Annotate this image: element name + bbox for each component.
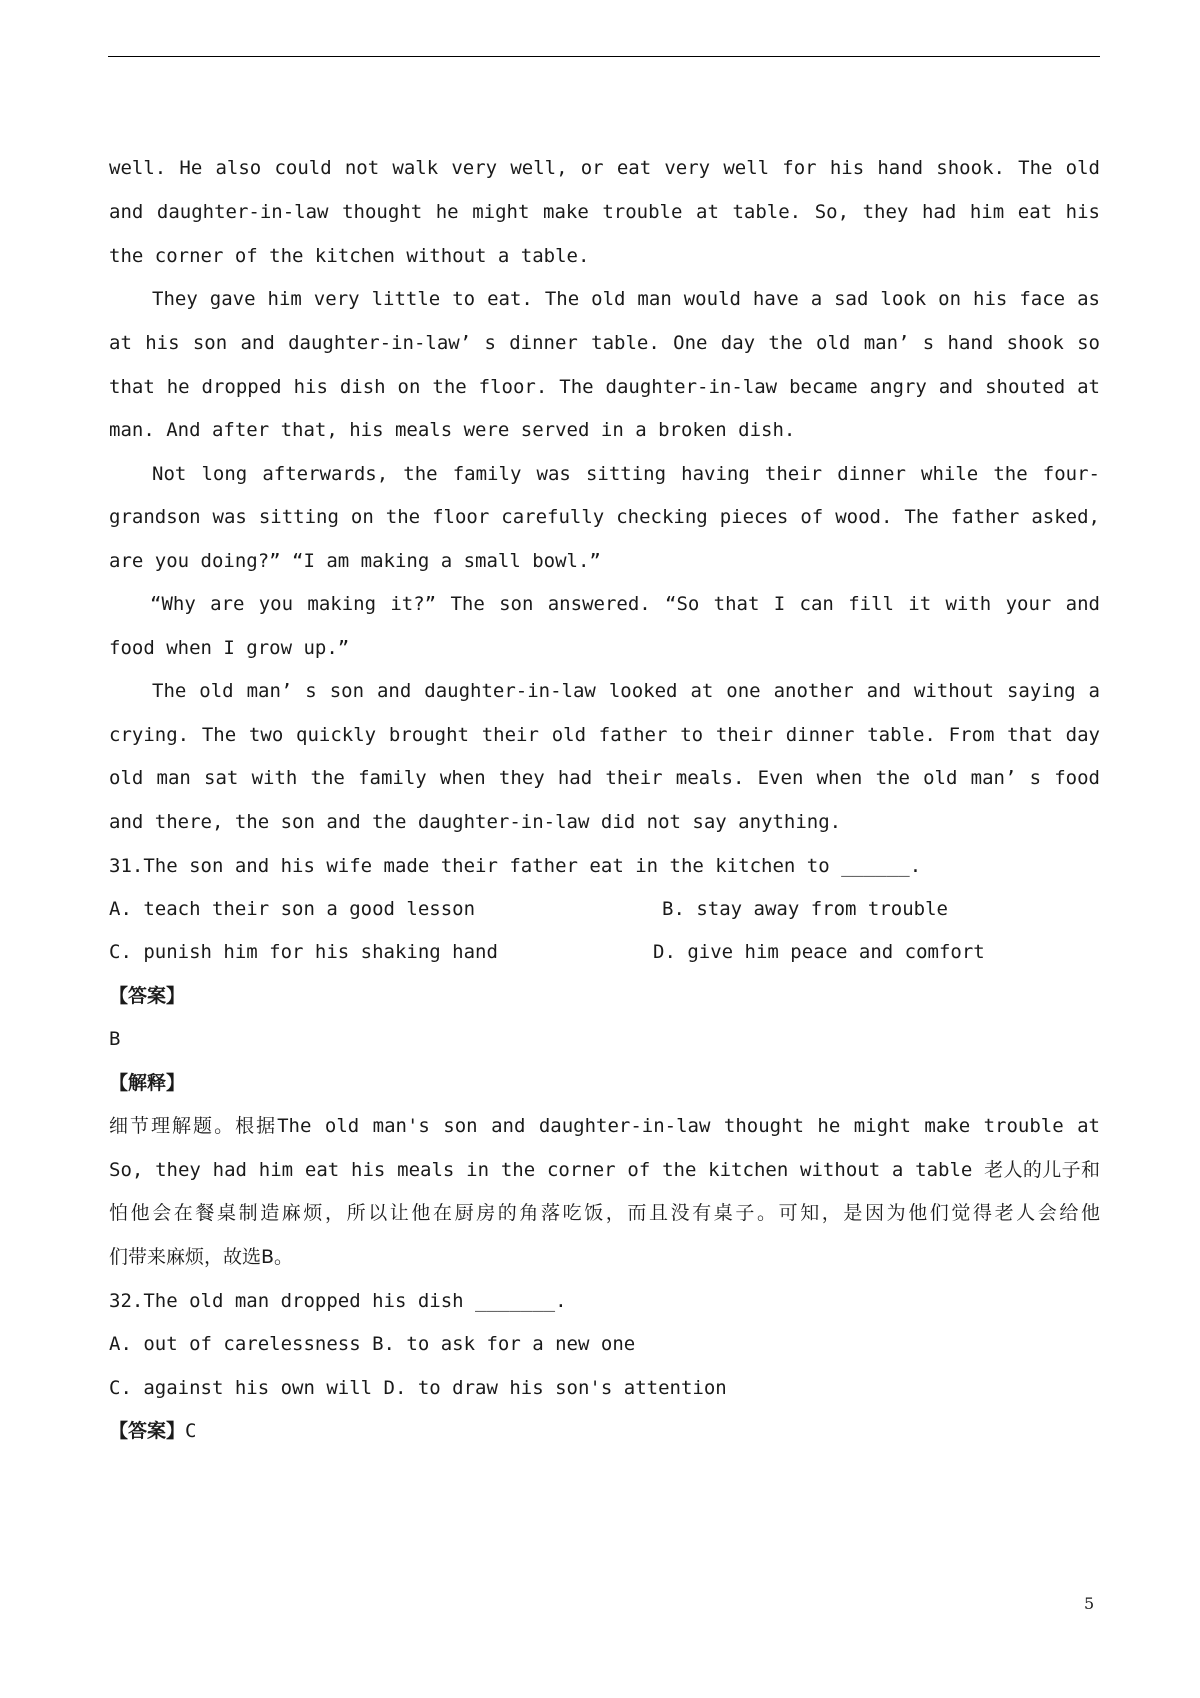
- passage-line: are you doing?” “I am making a small bowl.”: [109, 550, 601, 572]
- passage-line: “Why are you making it?” The son answered. “So that I can fill it with your and: [150, 593, 1100, 615]
- q31-answer-label: 【答案】: [109, 985, 186, 1007]
- header-rule: [108, 56, 1100, 57]
- passage-line: at his son and daughter-in-law’ s dinner table. One day the old man’ s hand shook so: [109, 332, 1100, 354]
- q31-answer: B: [109, 1028, 121, 1050]
- q32-options-cd: C. against his own will D. to draw his son's attention: [109, 1377, 727, 1399]
- passage-line: grandson was sitting on the floor carefully checking pieces of wood. The father asked,: [109, 506, 1100, 528]
- question-31: 31.The son and his wife made their father eat in the kitchen to ______.: [109, 855, 922, 877]
- passage-line: and daughter-in-law thought he might make trouble at table. So, they had him eat his: [109, 201, 1100, 223]
- passage-line: Not long afterwards, the family was sitting having their dinner while the four-: [152, 463, 1100, 485]
- passage-line: well. He also could not walk very well, or eat very well for his hand shook. The old: [109, 157, 1100, 179]
- q31-option-c: C. punish him for his shaking hand: [109, 941, 498, 963]
- passage-line: and there, the son and the daughter-in-law did not say anything.: [109, 811, 842, 833]
- q31-option-d: D. give him peace and comfort: [653, 941, 985, 963]
- passage-line: The old man’ s son and daughter-in-law looked at one another and without saying a: [152, 680, 1100, 702]
- passage-line: food when I grow up.”: [109, 637, 350, 659]
- page-number: 5: [1084, 1594, 1095, 1613]
- q31-explain-line: 怕他会在餐桌制造麻烦，所以让他在厨房的角落吃饭，而且没有桌子。可知，是因为他们觉得老人会给他: [109, 1202, 1100, 1224]
- passage-line: the corner of the kitchen without a table.: [109, 245, 590, 267]
- passage-line: man. And after that, his meals were served in a broken dish.: [109, 419, 796, 441]
- passage-line: They gave him very little to eat. The old man would have a sad look on his face as: [152, 288, 1100, 310]
- passage-line: crying. The two quickly brought their old father to their dinner table. From that day: [109, 724, 1100, 746]
- q31-explain-line: 细节理解题。根据The old man's son and daughter-in-law thought he might make trouble at: [109, 1115, 1100, 1137]
- q31-option-a: A. teach their son a good lesson: [109, 898, 476, 920]
- q32-answer-label: 【答案】: [109, 1420, 186, 1442]
- q31-explain-line: 们带来麻烦，故选B。: [109, 1246, 294, 1268]
- passage-line: old man sat with the family when they had their meals. Even when the old man’ s food: [109, 767, 1100, 789]
- q32-answer: C: [185, 1420, 197, 1442]
- q32-options-ab: A. out of carelessness B. to ask for a new one: [109, 1333, 636, 1355]
- q32-answer-row: [109, 1417, 1100, 1445]
- question-32: 32.The old man dropped his dish _______.: [109, 1290, 567, 1312]
- q31-explain-label: 【解释】: [109, 1072, 186, 1094]
- passage-line: that he dropped his dish on the floor. The daughter-in-law became angry and shouted at: [109, 376, 1100, 398]
- q31-option-b: B. stay away from trouble: [662, 898, 948, 920]
- q31-explain-line: So, they had him eat his meals in the corner of the kitchen without a table 老人的儿子和: [109, 1159, 1100, 1181]
